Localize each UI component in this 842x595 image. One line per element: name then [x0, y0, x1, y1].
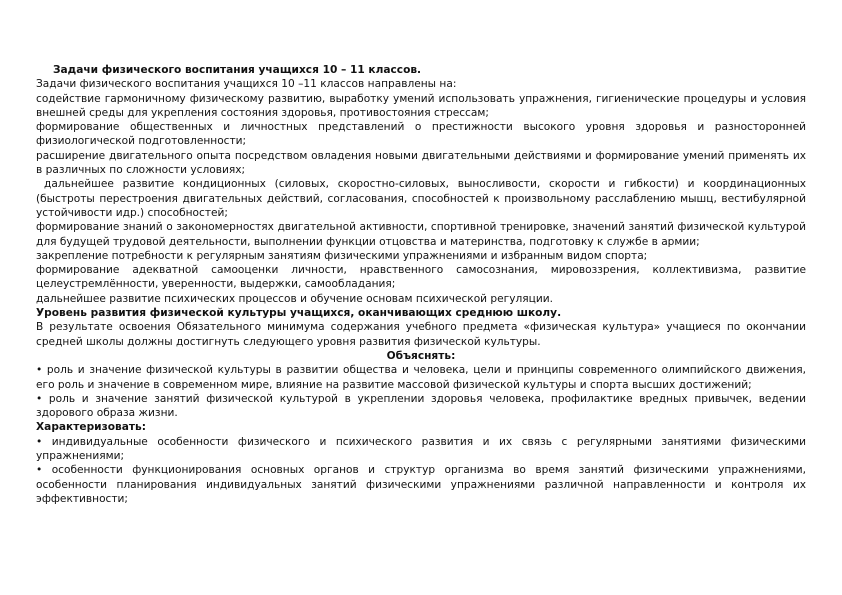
task-item: расширение двигательного опыта посредством овладения новыми двигательными действиями и формирование умений применять их в различных по сложности условиях; — [36, 149, 806, 177]
task-item: закрепление потребности к регулярным занятиям физическими упражнениями и избранным видом спорта; — [36, 249, 648, 262]
task-item: формирование общественных и личностных представлений о престижности высокого уровня здоровья и разносторонней физиологической подготовленности; — [36, 121, 806, 148]
level-intro-paragraph: В результате освоения Обязательного минимума содержания учебного предмета «физическая культура» учащиеся по окончании средней школы должны достигнуть следующего уровня развития физической культуры. — [36, 321, 806, 348]
task-item: формирование адекватной самооценки личности, нравственного самосознания, мировоззрения, коллективизма, развитие целеустремлённости, уверенности, выдержки, самообладания; — [36, 264, 806, 291]
explain-heading: Объяснять: — [386, 349, 456, 362]
task-item: содействие гармоничному физическому развитию, выработку умений использовать упражнения, гигиенические процедуры и условия внешней среды для укрепления состояния здоровья, противостояния стрессам; — [36, 92, 806, 119]
document-page — [36, 63, 806, 506]
characterize-heading: Характеризовать: — [36, 421, 146, 434]
level-heading: Уровень развития физической культуры учащихся, оканчивающих среднюю школу. — [36, 307, 562, 320]
explain-item: • роль и значение занятий физической культурой в укреплении здоровья человека, профилактике вредных привычек, ведении здорового образа жизни. — [36, 392, 806, 420]
task-item: дальнейшее развитие психических процессов и обучение основам психической регуляции. — [36, 292, 553, 305]
characterize-item: • особенности функционирования основных органов и структур организма во время занятий физическими упражнениями, особенности планирования индивидуальных занятий физическими упражнениями различной направленности и контроля их эффективности; — [36, 464, 806, 505]
task-item: формирование знаний о закономерностях двигательной активности, спортивной тренировке, значений занятий физической культурой для будущей трудовой деятельности, выполнении функции отцовства и материнства, подготовку к службе в армии; — [36, 221, 806, 248]
task-item: дальнейшее развитие кондиционных (силовых, скоростно-силовых, выносливости, скорости и гибкости) и координационных (быстроты перестроения двигательных действий, согласования, способностей к произвольному расслаблению мышц, вестибулярной устойчивости идр.) способностей; — [36, 178, 806, 219]
characterize-item: • индивидуальные особенности физического и психического развития и их связь с регулярными занятиями физическими упражнениями; — [36, 435, 806, 463]
explain-item: • роль и значение физической культуры в развитии общества и человека, цели и принципы современного олимпийского движения, его роль и значение в современном мире, влияние на развитие массовой физической культуры и спорта высших достижений; — [36, 364, 806, 391]
intro-paragraph: Задачи физического воспитания учащихся 10 –11 классов направлены на: — [36, 78, 457, 91]
document-title: Задачи физического воспитания учащихся 10 – 11 классов. — [53, 64, 422, 76]
